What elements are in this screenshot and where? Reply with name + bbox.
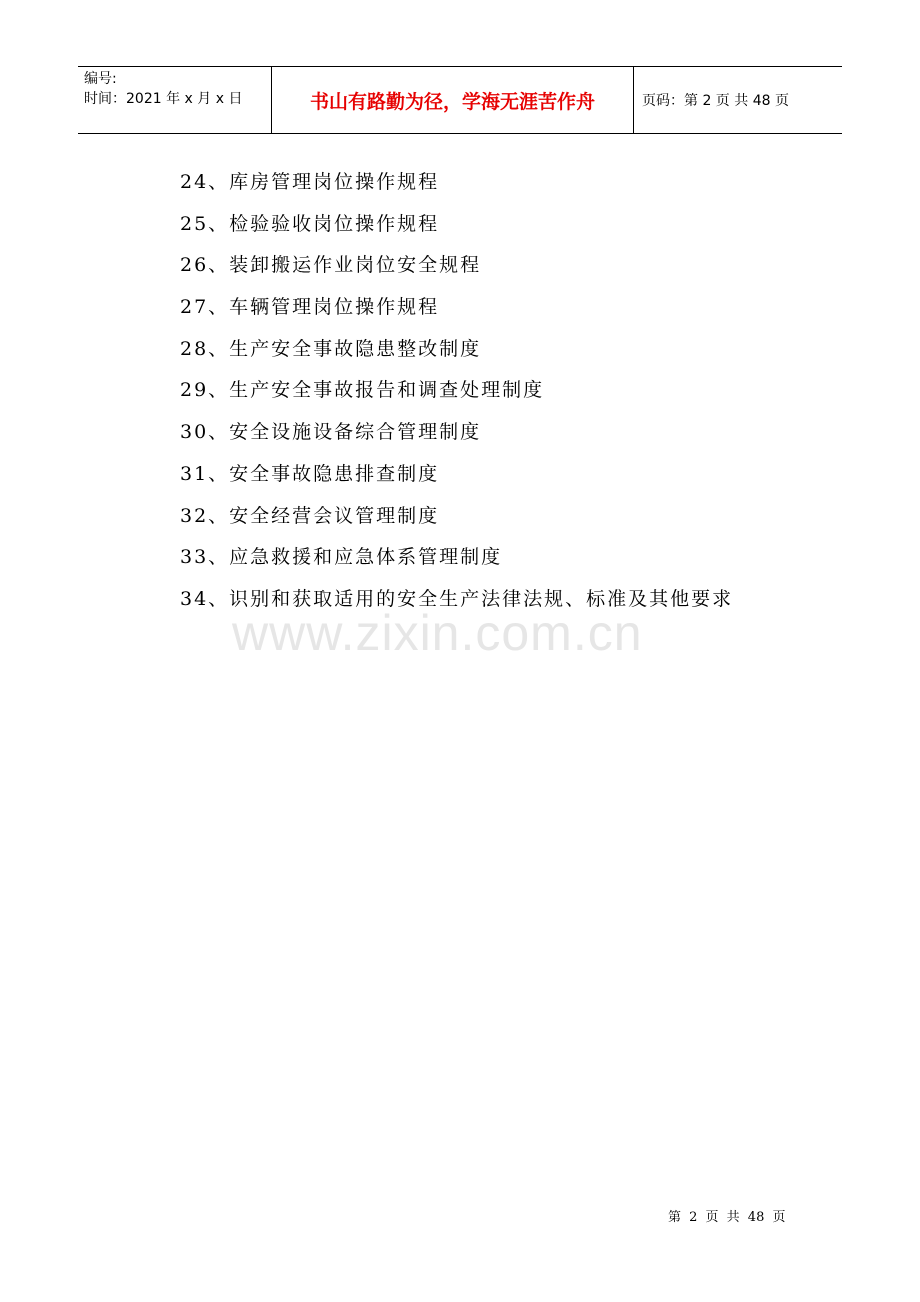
list-item: 31、安全事故隐患排查制度 [180,462,440,485]
list-item: 28、生产安全事故隐患整改制度 [180,337,482,360]
list-item: 25、检验验收岗位操作规程 [180,212,440,235]
header-page-info: 页码：第 2 页 共 48 页 [642,93,789,109]
watermark: www.zixin.com.cn [232,605,643,661]
list-item: 34、识别和获取适用的安全生产法律法规、标准及其他要求 [180,587,734,610]
list-item: 26、装卸搬运作业岗位安全规程 [180,254,482,277]
document-number-label: 编号: [84,71,117,87]
regulation-list [180,166,733,625]
list-item: 32、安全经营会议管理制度 [180,504,440,527]
list-item: 24、库房管理岗位操作规程 [180,171,440,193]
list-item: 33、应急救援和应急体系管理制度 [180,546,503,569]
page-footer: 第 2 页 共 48 页 [668,1210,786,1225]
header-meta [78,67,272,133]
header-motto: 书山有路勤为径，学海无涯苦作舟 [272,67,634,133]
list-item: 29、生产安全事故报告和调查处理制度 [180,379,545,402]
page-header [78,66,842,134]
list-item: 30、安全设施设备综合管理制度 [180,421,482,444]
document-time: 时间：2021 年 x 月 x 日 [84,91,243,107]
list-item: 27、车辆管理岗位操作规程 [180,296,440,319]
